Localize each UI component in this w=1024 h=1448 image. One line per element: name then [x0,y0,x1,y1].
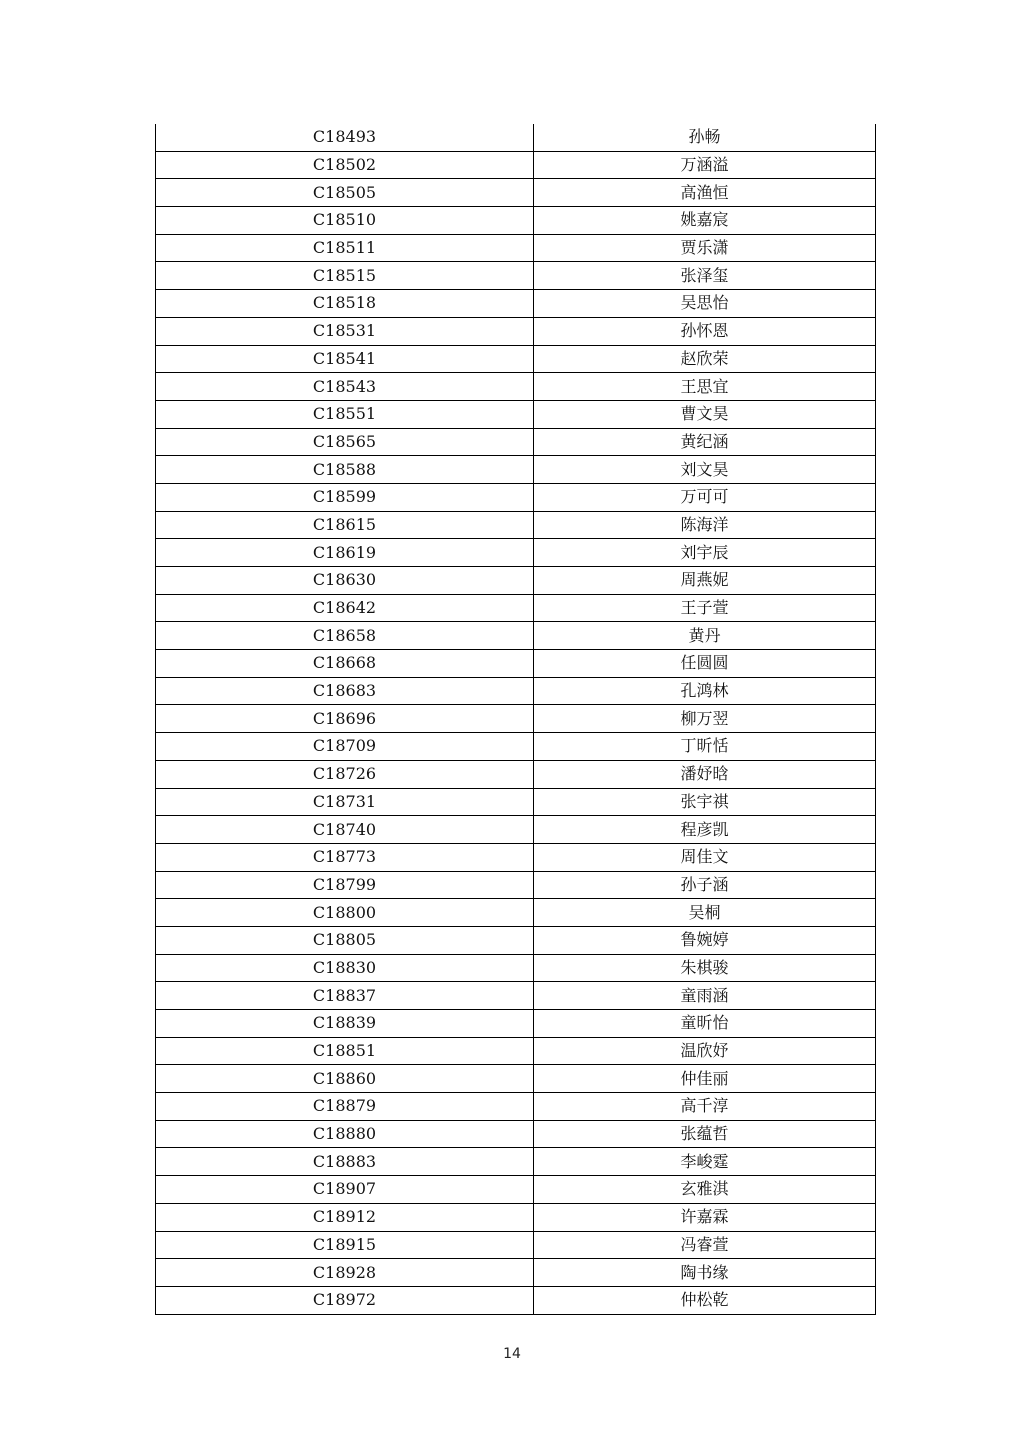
table-row [156,539,876,567]
name-cell: 王子萱 [534,594,876,622]
table-row [156,871,876,899]
name-cell: 周燕妮 [534,567,876,595]
table-row [156,899,876,927]
name-cell: 高千淳 [534,1093,876,1121]
table-row [156,400,876,428]
id-cell: C18505 [156,179,534,207]
name-cell: 丁昕恬 [534,733,876,761]
id-cell: C18709 [156,733,534,761]
id-cell: C18912 [156,1203,534,1231]
name-cell: 张蕴哲 [534,1120,876,1148]
id-cell: C18599 [156,483,534,511]
name-cell: 黄丹 [534,622,876,650]
name-cell: 吴桐 [534,899,876,927]
table-row [156,954,876,982]
name-cell: 李峻霆 [534,1148,876,1176]
name-cell: 姚嘉宸 [534,207,876,235]
table-row [156,1010,876,1038]
table-row [156,207,876,235]
id-cell: C18800 [156,899,534,927]
table-row [156,843,876,871]
id-cell: C18837 [156,982,534,1010]
table-row [156,124,876,151]
id-cell: C18630 [156,567,534,595]
name-cell: 任圆圆 [534,650,876,678]
roster-table [155,124,876,1315]
id-cell: C18502 [156,151,534,179]
table-row [156,511,876,539]
table-row [156,650,876,678]
table-row [156,733,876,761]
id-cell: C18515 [156,262,534,290]
table-row [156,1148,876,1176]
id-cell: C18879 [156,1093,534,1121]
table-row [156,151,876,179]
table-row [156,1231,876,1259]
id-cell: C18683 [156,677,534,705]
name-cell: 刘文昊 [534,456,876,484]
table-row [156,1037,876,1065]
name-cell: 王思宜 [534,373,876,401]
id-cell: C18518 [156,290,534,318]
id-cell: C18805 [156,926,534,954]
table-row [156,926,876,954]
table-row [156,705,876,733]
id-cell: C18551 [156,400,534,428]
table-row [156,345,876,373]
id-cell: C18851 [156,1037,534,1065]
name-cell: 高渔恒 [534,179,876,207]
page-number: 14 [503,1346,521,1362]
table-row [156,622,876,650]
table-row [156,1203,876,1231]
id-cell: C18619 [156,539,534,567]
name-cell: 程彦凯 [534,816,876,844]
id-cell: C18773 [156,843,534,871]
table-row [156,677,876,705]
table-row [156,1259,876,1287]
id-cell: C18915 [156,1231,534,1259]
name-cell: 鲁婉婷 [534,926,876,954]
name-cell: 吴思怡 [534,290,876,318]
name-cell: 仲松乾 [534,1286,876,1314]
name-cell: 童雨涵 [534,982,876,1010]
name-cell: 许嘉霖 [534,1203,876,1231]
id-cell: C18588 [156,456,534,484]
name-cell: 孔鸿林 [534,677,876,705]
table-row [156,1176,876,1204]
table-row [156,760,876,788]
table-row [156,234,876,262]
table-row [156,483,876,511]
table-row [156,428,876,456]
id-cell: C18615 [156,511,534,539]
name-cell: 万可可 [534,483,876,511]
id-cell: C18883 [156,1148,534,1176]
id-cell: C18696 [156,705,534,733]
name-cell: 赵欣荣 [534,345,876,373]
table-row [156,262,876,290]
id-cell: C18839 [156,1010,534,1038]
table-row [156,567,876,595]
name-cell: 黄纪涵 [534,428,876,456]
id-cell: C18731 [156,788,534,816]
table-row [156,788,876,816]
id-cell: C18511 [156,234,534,262]
table-row [156,317,876,345]
table-row [156,179,876,207]
table-row [156,1065,876,1093]
name-cell: 温欣妤 [534,1037,876,1065]
id-cell: C18726 [156,760,534,788]
id-cell: C18928 [156,1259,534,1287]
name-cell: 张宇祺 [534,788,876,816]
id-cell: C18531 [156,317,534,345]
name-cell: 张泽玺 [534,262,876,290]
name-cell: 冯睿萱 [534,1231,876,1259]
id-cell: C18565 [156,428,534,456]
name-cell: 朱棋骏 [534,954,876,982]
id-cell: C18860 [156,1065,534,1093]
table-row [156,1120,876,1148]
table-row [156,1093,876,1121]
id-cell: C18668 [156,650,534,678]
id-cell: C18493 [156,124,534,151]
name-cell: 童昕怡 [534,1010,876,1038]
name-cell: 孙畅 [534,124,876,151]
table-row [156,594,876,622]
name-cell: 仲佳丽 [534,1065,876,1093]
name-cell: 陶书缘 [534,1259,876,1287]
id-cell: C18740 [156,816,534,844]
id-cell: C18830 [156,954,534,982]
name-cell: 周佳文 [534,843,876,871]
table-row [156,373,876,401]
name-cell: 孙子涵 [534,871,876,899]
roster-table-body [156,124,876,1314]
id-cell: C18880 [156,1120,534,1148]
id-cell: C18907 [156,1176,534,1204]
id-cell: C18543 [156,373,534,401]
table-row [156,816,876,844]
name-cell: 潘妤晗 [534,760,876,788]
name-cell: 玄雅淇 [534,1176,876,1204]
name-cell: 曹文昊 [534,400,876,428]
name-cell: 贾乐潇 [534,234,876,262]
id-cell: C18658 [156,622,534,650]
id-cell: C18510 [156,207,534,235]
table-row [156,1286,876,1314]
table-row [156,456,876,484]
id-cell: C18642 [156,594,534,622]
id-cell: C18799 [156,871,534,899]
table-row [156,982,876,1010]
id-cell: C18972 [156,1286,534,1314]
name-cell: 万涵溢 [534,151,876,179]
id-cell: C18541 [156,345,534,373]
name-cell: 孙怀恩 [534,317,876,345]
name-cell: 陈海洋 [534,511,876,539]
name-cell: 刘宇辰 [534,539,876,567]
table-row [156,290,876,318]
name-cell: 柳万翌 [534,705,876,733]
